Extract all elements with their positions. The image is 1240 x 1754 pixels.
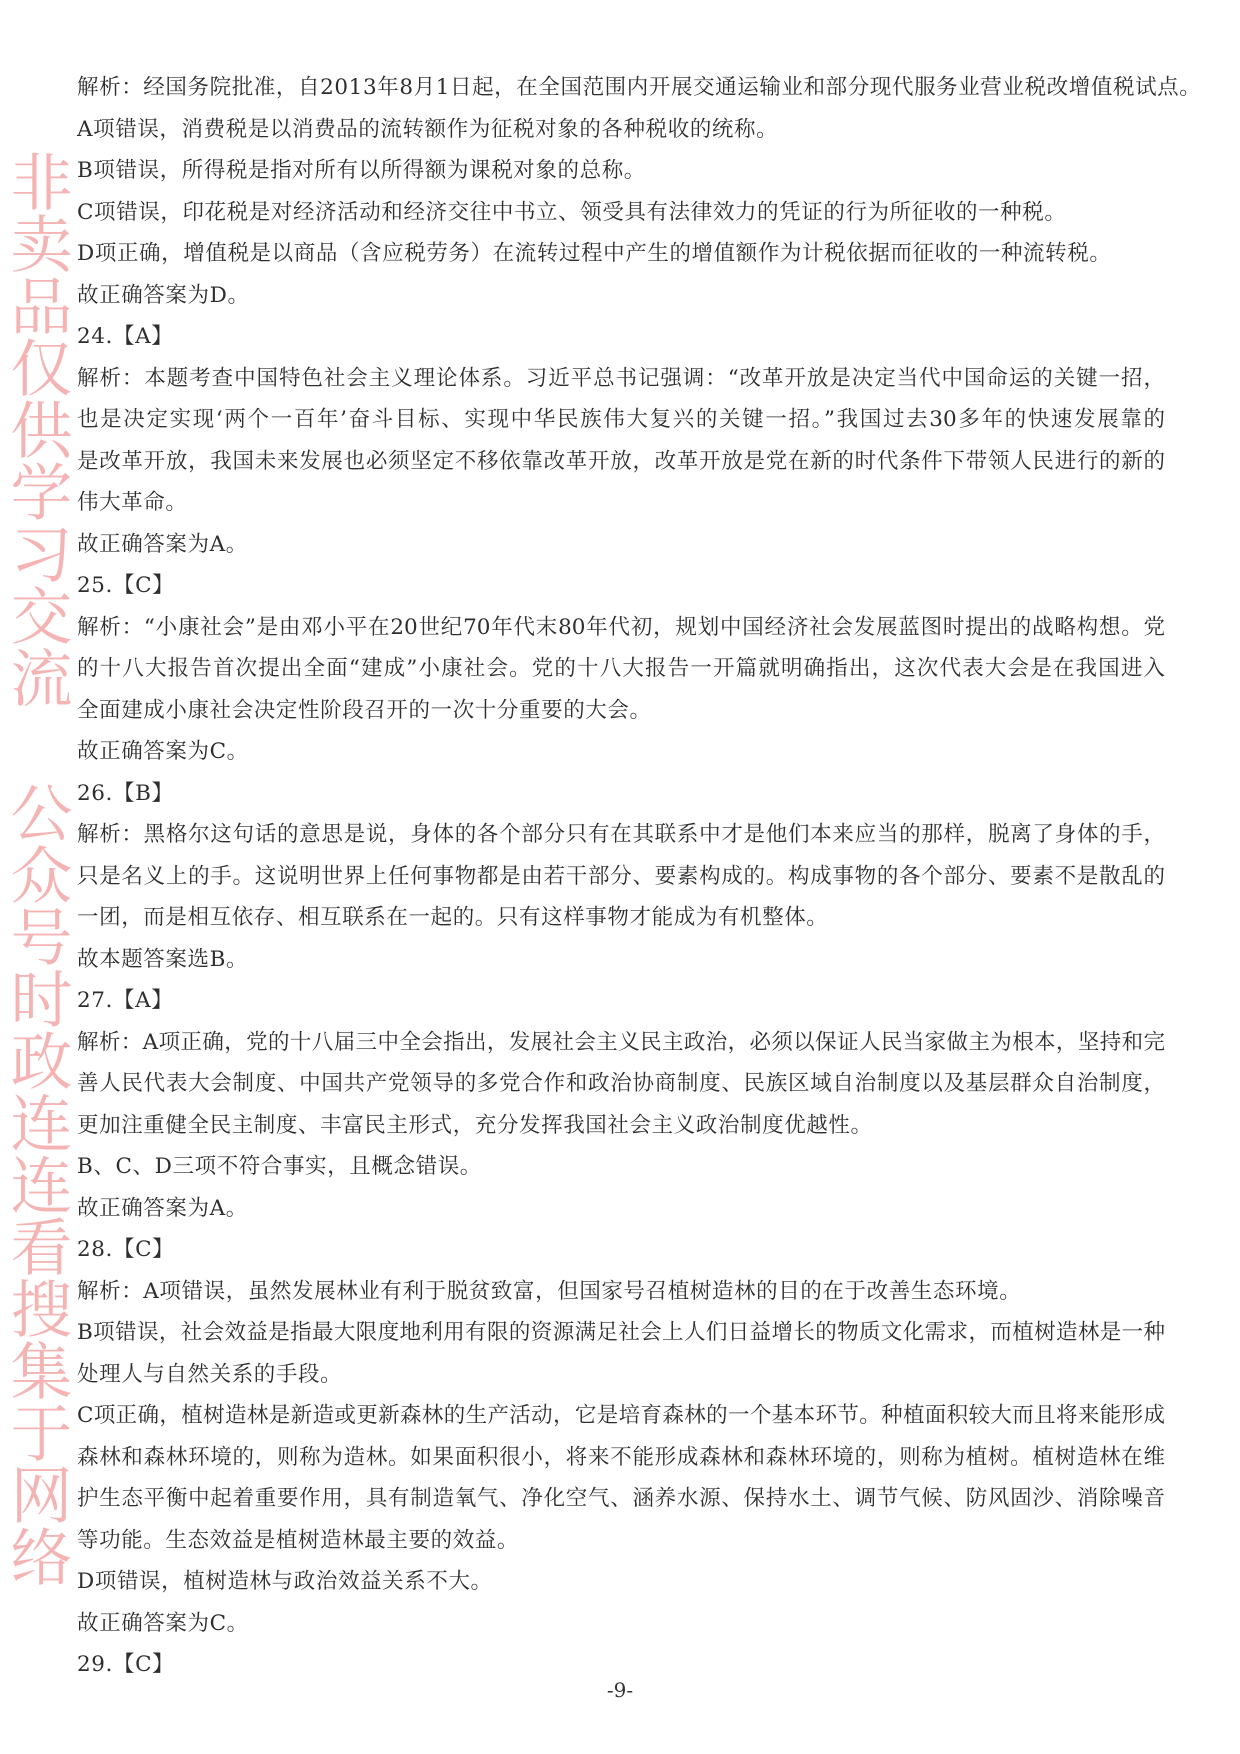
q27-options-bcd: B、C、D三项不符合事实，且概念错误。	[77, 1154, 482, 1179]
q26-analysis-line: 一团，而是相互依存、相互联系在一起的。只有这样事物才能成为有机整体。	[77, 905, 829, 930]
q28-option-b: 处理人与自然关系的手段。	[77, 1361, 343, 1387]
q26-heading: 26.【B】	[77, 780, 174, 806]
q28-option-c: 森林和森林环境的，则称为造林。如果面积很小，将来不能形成森林和森林环境的，则称为植树。植树造林在维	[77, 1444, 1165, 1470]
q25-analysis-line: 全面建成小康社会决定性阶段召开的一次十分重要的大会。	[77, 697, 652, 723]
q28-heading: 28.【C】	[77, 1237, 175, 1262]
q27-conclusion: 故正确答案为A。	[77, 1195, 248, 1221]
q23-option-c: C项错误，印花税是对经济活动和经济交往中书立、领受具有法律效力的凭证的行为所征收的一种税。	[77, 199, 1067, 225]
q28-option-c: 等功能。生态效益是植树造林最主要的效益。	[77, 1527, 520, 1553]
q24-analysis-line: 是改革开放，我国未来发展也必须坚定不移依靠改革开放，改革开放是党在新的时代条件下带领人民进行的新的	[77, 448, 1165, 474]
q27-analysis-line: 善人民代表大会制度、中国共产党领导的多党合作和政治协商制度、民族区域自治制度以及基层群众自治制度，	[77, 1071, 1165, 1096]
q23-conclusion: 故正确答案为D。	[77, 282, 250, 308]
q23-option-b: B项错误，所得税是指对所有以所得额为课税对象的总称。	[77, 158, 646, 183]
q25-analysis-line: 的十八大报告首次提出全面“建成”小康社会。党的十八大报告一开篇就明确指出，这次代表大会是在我国进入	[77, 656, 1165, 681]
q24-analysis-line: 伟大革命。	[77, 490, 188, 515]
q28-option-d: D项错误，植树造林与政治效益关系不大。	[77, 1569, 493, 1594]
q24-heading: 24.【A】	[77, 324, 174, 349]
q25-analysis-line: 解析：“小康社会”是由邓小平在20世纪70年代末80年代初，规划中国经济社会发展蓝图时提出的战略构想。党	[77, 614, 1165, 640]
q23-option-a: A项错误，消费税是以消费品的流转额作为征税对象的各种税收的统称。	[77, 116, 779, 142]
q27-analysis-line: 解析：A项正确，党的十八届三中全会指出，发展社会主义民主政治，必须以保证人民当家做主为根本，坚持和完	[77, 1029, 1165, 1055]
q24-analysis-line: 也是决定实现‘两个一百年’奋斗目标、实现中华民族伟大复兴的关键一招。”我国过去30多年的快速发展靠的	[77, 407, 1165, 432]
q25-conclusion: 故正确答案为C。	[77, 739, 249, 764]
q26-analysis-line: 只是名义上的手。这说明世界上任何事物都是由若干部分、要素构成的。构成事物的各个部分、要素不是散乱的	[77, 863, 1165, 889]
q29-heading: 29.【C】	[77, 1652, 175, 1677]
q27-analysis-line: 更加注重健全民主制度、丰富民主形式，充分发挥我国社会主义政治制度优越性。	[77, 1112, 873, 1138]
page-number: -9-	[606, 1678, 634, 1702]
answer-analysis-content	[77, 67, 1202, 1686]
q23-analysis-line: 解析：经国务院批准，自2013年8月1日起，在全国范围内开展交通运输业和部分现代服务业营业税改增值税试点。	[77, 75, 1202, 100]
q26-analysis-line: 解析：黑格尔这句话的意思是说，身体的各个部分只有在其联系中才是他们本来应当的那样，脱离了身体的手，	[77, 822, 1165, 847]
q26-conclusion: 故本题答案选B。	[77, 946, 249, 972]
q23-option-d: D项正确，增值税是以商品（含应税劳务）在流转过程中产生的增值额作为计税依据而征收的一种流转税。	[77, 241, 1112, 266]
q28-conclusion: 故正确答案为C。	[77, 1610, 249, 1636]
q24-conclusion: 故正确答案为A。	[77, 531, 248, 557]
watermark-text: 非卖品仅供学习交流 公众号时政连连看搜集于网络	[0, 150, 73, 1587]
q28-option-c: 护生态平衡中起着重要作用，具有制造氧气、净化空气、涵养水源、保持水土、调节气候、防风固沙、消除噪音	[77, 1486, 1165, 1511]
q28-option-c: C项正确，植树造林是新造或更新森林的生产活动，它是培育森林的一个基本环节。种植面积较大而且将来能形成	[77, 1403, 1165, 1428]
q28-option-b: B项错误，社会效益是指最大限度地利用有限的资源满足社会上人们日益增长的物质文化需求，而植树造林是一种	[77, 1320, 1165, 1345]
q27-heading: 27.【A】	[77, 988, 174, 1013]
q24-analysis-line: 解析：本题考查中国特色社会主义理论体系。习近平总书记强调：“改革开放是决定当代中国命运的关键一招，	[77, 365, 1165, 391]
q25-heading: 25.【C】	[77, 573, 175, 598]
q28-option-a: 解析：A项错误，虽然发展林业有利于脱贫致富，但国家号召植树造林的目的在于改善生态环境。	[77, 1278, 1022, 1304]
